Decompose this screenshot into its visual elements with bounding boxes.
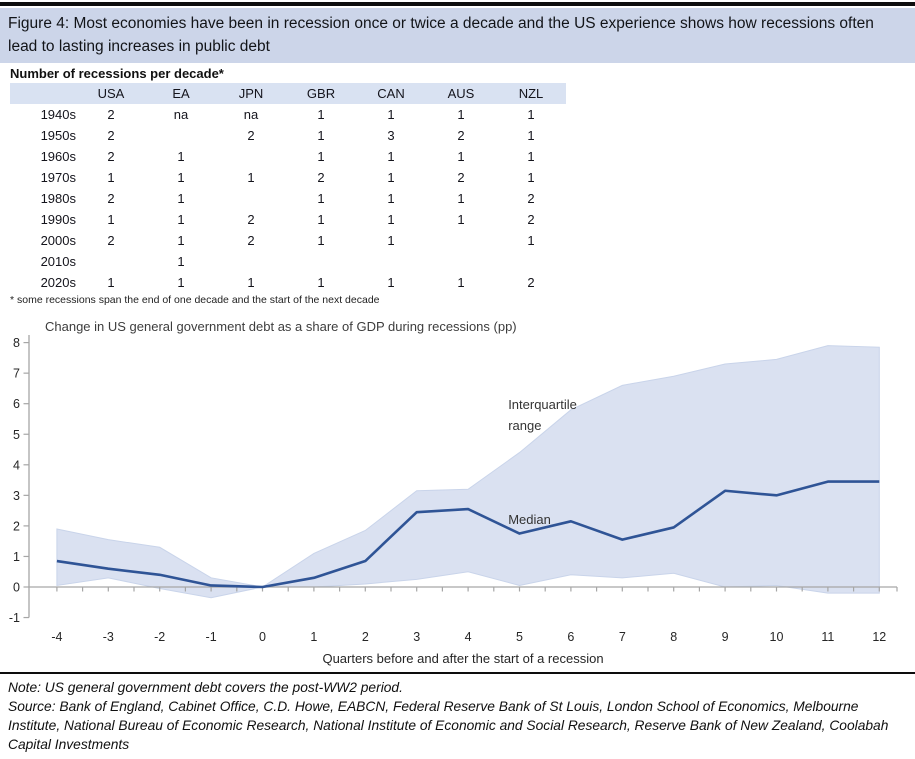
value-cell: 1 bbox=[317, 107, 325, 122]
value-cell bbox=[356, 251, 426, 272]
value-cell: 1 bbox=[317, 128, 325, 143]
value-cell: 2 bbox=[527, 212, 535, 227]
x-tick-label: -3 bbox=[102, 630, 114, 644]
value-cell: 2 bbox=[247, 233, 255, 248]
table-row bbox=[10, 125, 566, 146]
value-cell: 2 bbox=[457, 170, 465, 185]
x-tick-label: -1 bbox=[205, 630, 217, 644]
x-tick-label: 10 bbox=[769, 630, 784, 644]
value-cell: 2 bbox=[107, 233, 115, 248]
value-cell: 1 bbox=[457, 149, 465, 164]
value-cell: na bbox=[243, 107, 259, 122]
note-text: Note: US general government debt covers the post-WW2 period. bbox=[8, 680, 403, 695]
value-cell: 1 bbox=[247, 275, 255, 290]
table-footnote: * some recessions span the end of one decade and the start of the next decade bbox=[10, 294, 380, 306]
decade-cell: 1990s bbox=[40, 212, 76, 227]
y-tick-label: 4 bbox=[13, 458, 20, 473]
value-cell: 1 bbox=[177, 191, 185, 206]
value-cell: 1 bbox=[107, 212, 115, 227]
column-header: AUS bbox=[447, 86, 475, 101]
table-heading: Number of recessions per decade* bbox=[10, 66, 224, 81]
value-cell: 1 bbox=[387, 233, 395, 248]
y-tick-label: 8 bbox=[13, 336, 20, 351]
x-tick-label: 1 bbox=[310, 630, 318, 644]
value-cell: 1 bbox=[247, 170, 255, 185]
value-cell: 1 bbox=[317, 233, 325, 248]
value-cell: 2 bbox=[247, 212, 255, 227]
y-tick-label: 2 bbox=[13, 519, 20, 534]
value-cell: 1 bbox=[177, 254, 185, 269]
value-cell: 1 bbox=[317, 191, 325, 206]
x-tick-label: 3 bbox=[413, 630, 421, 644]
column-header: NZL bbox=[518, 86, 544, 101]
value-cell bbox=[426, 251, 496, 272]
value-cell: 1 bbox=[317, 275, 325, 290]
debt-chart bbox=[0, 319, 915, 671]
value-cell: 1 bbox=[387, 170, 395, 185]
value-cell: 2 bbox=[107, 107, 115, 122]
value-cell: 1 bbox=[527, 128, 535, 143]
table-row bbox=[10, 146, 566, 167]
value-cell: 2 bbox=[527, 275, 535, 290]
column-header: CAN bbox=[377, 86, 405, 101]
value-cell: 2 bbox=[457, 128, 465, 143]
decade-cell: 2000s bbox=[40, 233, 76, 248]
y-tick-label: 0 bbox=[13, 580, 20, 595]
corner-cell bbox=[10, 83, 76, 104]
chart-annotation: Interquartile bbox=[508, 396, 577, 412]
value-cell: 1 bbox=[317, 149, 325, 164]
table-header bbox=[10, 83, 566, 104]
x-tick-label: 9 bbox=[721, 630, 729, 644]
value-cell: 1 bbox=[387, 149, 395, 164]
value-cell: 1 bbox=[387, 191, 395, 206]
decade-cell: 1980s bbox=[40, 191, 76, 206]
value-cell: 2 bbox=[107, 149, 115, 164]
table-row bbox=[10, 104, 566, 125]
value-cell: 1 bbox=[457, 212, 465, 227]
decade-cell: 1950s bbox=[40, 128, 76, 143]
value-cell bbox=[216, 146, 286, 167]
value-cell bbox=[426, 230, 496, 251]
column-header: GBR bbox=[306, 86, 336, 101]
x-tick-label: 6 bbox=[567, 630, 575, 644]
value-cell: 1 bbox=[177, 275, 185, 290]
footer bbox=[8, 678, 907, 754]
y-tick-label: 7 bbox=[13, 366, 20, 381]
table-row bbox=[10, 251, 566, 272]
value-cell: 2 bbox=[107, 128, 115, 143]
value-cell: 1 bbox=[457, 275, 465, 290]
value-cell: 1 bbox=[527, 233, 535, 248]
value-cell: 1 bbox=[177, 233, 185, 248]
x-tick-label: 5 bbox=[516, 630, 523, 644]
source-text: Source: Bank of England, Cabinet Office, C.D. Howe, EABCN, Federal Reserve Bank of St Louis, London School of Economics, Melbourne Institute, National Bureau of Economic Research, National Institute of Economic and Social Research, Reserve Bank of New Zealand, Coolabah Capital Investments bbox=[8, 699, 889, 752]
y-tick-label: 3 bbox=[13, 488, 20, 503]
x-tick-label: 8 bbox=[670, 630, 678, 644]
value-cell: 1 bbox=[107, 170, 115, 185]
value-cell: 1 bbox=[527, 149, 535, 164]
x-tick-label: 11 bbox=[821, 630, 835, 644]
value-cell: 1 bbox=[387, 107, 395, 122]
x-tick-label: 4 bbox=[464, 630, 472, 644]
table-row bbox=[10, 167, 566, 188]
value-cell: 1 bbox=[387, 212, 395, 227]
value-cell: 1 bbox=[387, 275, 395, 290]
table-row bbox=[10, 272, 566, 293]
value-cell: na bbox=[173, 107, 189, 122]
decade-cell: 2010s bbox=[40, 254, 76, 269]
table-row bbox=[10, 230, 566, 251]
y-tick-label: 6 bbox=[13, 397, 20, 412]
x-tick-label: 0 bbox=[259, 630, 266, 644]
x-tick-label: 2 bbox=[361, 630, 369, 644]
bottom-rule bbox=[0, 672, 915, 674]
y-tick-label: 5 bbox=[13, 427, 20, 442]
chart-annotation: Median bbox=[508, 512, 551, 528]
recessions-table bbox=[10, 83, 566, 293]
chart-title: Change in US general government debt as a share of GDP during recessions (pp) bbox=[45, 319, 517, 334]
column-header: EA bbox=[172, 86, 190, 101]
x-tick-label: 7 bbox=[618, 630, 626, 644]
decade-cell: 1960s bbox=[40, 149, 76, 164]
value-cell: 1 bbox=[177, 212, 185, 227]
value-cell: 1 bbox=[177, 149, 185, 164]
value-cell: 2 bbox=[247, 128, 255, 143]
table-row bbox=[10, 209, 566, 230]
value-cell bbox=[216, 251, 286, 272]
chart-annotation: range bbox=[508, 417, 542, 433]
decade-cell: 1940s bbox=[40, 107, 76, 122]
x-axis-label: Quarters before and after the start of a recession bbox=[322, 651, 604, 666]
value-cell: 1 bbox=[457, 191, 465, 206]
x-tick-label: -2 bbox=[154, 630, 166, 644]
value-cell: 2 bbox=[527, 191, 535, 206]
value-cell: 1 bbox=[317, 212, 325, 227]
value-cell: 1 bbox=[457, 107, 465, 122]
value-cell bbox=[146, 125, 216, 146]
column-header: JPN bbox=[238, 86, 264, 101]
top-rule bbox=[0, 2, 915, 6]
value-cell: 1 bbox=[527, 170, 535, 185]
value-cell bbox=[76, 251, 146, 272]
value-cell bbox=[496, 251, 566, 272]
value-cell: 2 bbox=[317, 170, 325, 185]
value-cell bbox=[286, 251, 356, 272]
decade-cell: 2020s bbox=[40, 275, 76, 290]
value-cell: 1 bbox=[107, 275, 115, 290]
decade-cell: 1970s bbox=[40, 170, 76, 185]
y-tick-label: 1 bbox=[13, 549, 20, 564]
x-tick-label: 12 bbox=[872, 630, 887, 644]
value-cell bbox=[216, 188, 286, 209]
value-cell: 1 bbox=[177, 170, 185, 185]
figure-title: Figure 4: Most economies have been in recession once or twice a decade and the US experience shows how recessions often lead to lasting increases in public debt bbox=[0, 8, 915, 63]
x-tick-label: -4 bbox=[51, 630, 63, 644]
y-tick-label: -1 bbox=[8, 611, 20, 626]
table-row bbox=[10, 188, 566, 209]
value-cell: 2 bbox=[107, 191, 115, 206]
value-cell: 3 bbox=[387, 128, 395, 143]
value-cell: 1 bbox=[527, 107, 535, 122]
interquartile-band bbox=[57, 346, 879, 598]
column-header: USA bbox=[97, 86, 125, 101]
